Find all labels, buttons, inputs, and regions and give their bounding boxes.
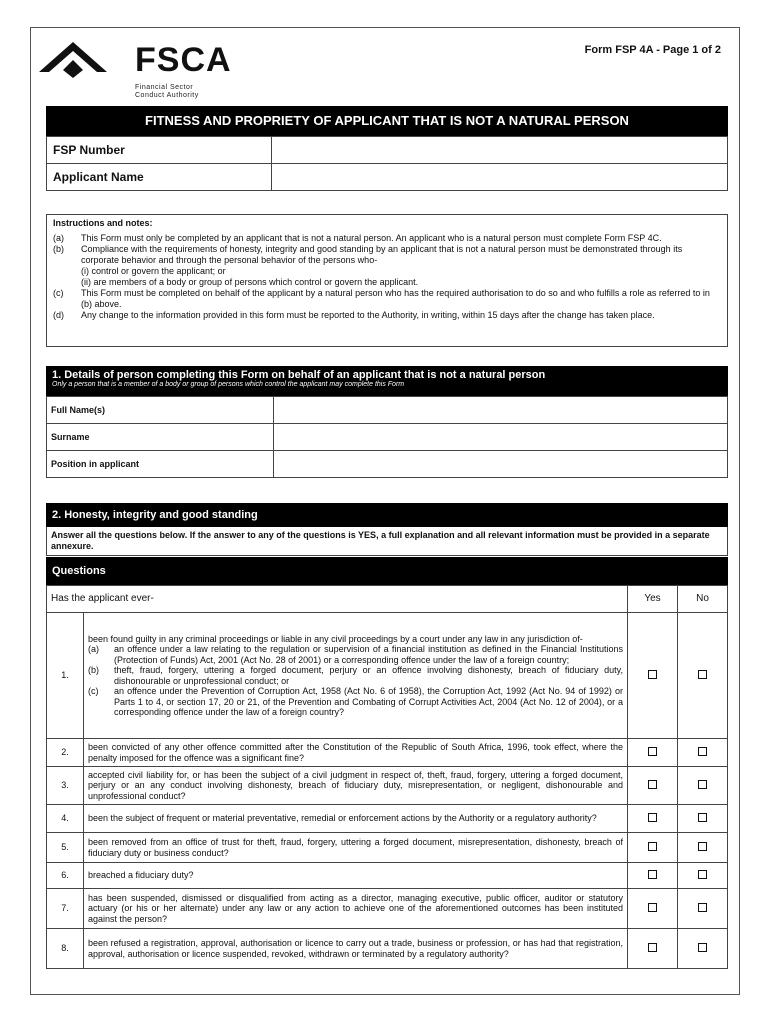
- q2-yes-checkbox[interactable]: [648, 747, 657, 756]
- q6-no-checkbox[interactable]: [698, 870, 707, 879]
- applicant-name-field[interactable]: [272, 164, 728, 191]
- question-6-text: breached a fiduciary duty?: [84, 863, 628, 889]
- section-1-title: 1. Details of person completing this Form on behalf of an applicant that is not a natural person: [52, 369, 546, 381]
- question-number: 3.: [47, 767, 84, 805]
- note-a: (a) This Form must only be completed by an applicant that is not a natural person. An applicant who is a natural person must complete Form FSP 4C.: [53, 233, 662, 243]
- question-8-text: been refused a registration, approval, authorisation or licence to carry out a trade, business or profession, or has had that registration, approval, authorisation or licence suspended, revoked, withdrawn or terminated by a regulatory authority?: [84, 929, 628, 969]
- table-row: [47, 889, 728, 929]
- fsp-number-field[interactable]: [272, 137, 728, 164]
- table-row: [47, 739, 728, 767]
- q5-yes-checkbox[interactable]: [648, 842, 657, 851]
- question-number: 7.: [47, 889, 84, 929]
- instructions-heading: Instructions and notes:: [53, 218, 153, 228]
- q1-yes-checkbox[interactable]: [648, 670, 657, 679]
- identity-table: [46, 136, 728, 191]
- question-number: 1.: [47, 613, 84, 739]
- question-1-text: been found guilty in any criminal proceedings or liable in any civil proceedings by a court under any law in any jurisdiction of- (a) an offence under a law relating to the regulation or supervision of a financial institution as defined in the Financial Institutions (Protection of Funds) Act, 2001 (Act No. 28 of 2001) or a corresponding offence under the law of a foreign country; (b) theft, fraud, forgery, uttering a forged document, perjury or an offence involving dishonesty, breach of fiduciary duty, dishonourable or unprofessional conduct; or (c) an offence under the Prevention of Corruption Act, 1958 (Act No. 6 of 1958), the Corruption Act, 1992 (Act No. 94 of 1992) or Parts 1 to 4, or section 17, 20 or 21, of the Prevention and Combating of Corrupt Activities Act, 2004 (Act No. 12 of 2004), or a corresponding offence under the law of a foreign country?: [84, 613, 628, 739]
- questions-lead: Has the applicant ever-: [47, 586, 628, 613]
- fsp-number-label: FSP Number: [47, 137, 272, 164]
- question-3-text: accepted civil liability for, or has been the subject of a civil judgment in respect of, theft, fraud, forgery, uttering a forged document, perjury or an any conduct involving dishonesty, breach of fiduciary duty, misrepresentation, or negligent, dishonourable and unprofessional conduct?: [84, 767, 628, 805]
- q7-no-checkbox[interactable]: [698, 903, 707, 912]
- note-d: (d) Any change to the information provided in this form must be reported to the Authority, in writing, within 15 days after the change has taken place.: [53, 310, 655, 320]
- applicant-name-label: Applicant Name: [47, 164, 272, 191]
- section-1-header: [46, 366, 728, 396]
- q2-no-checkbox[interactable]: [698, 747, 707, 756]
- note-b-i: (i) control or govern the applicant; or: [81, 266, 226, 276]
- form-page: [30, 27, 740, 995]
- question-number: 6.: [47, 863, 84, 889]
- q3-no-checkbox[interactable]: [698, 780, 707, 789]
- surname-field[interactable]: [274, 424, 728, 451]
- table-row: [47, 863, 728, 889]
- no-header: No: [678, 586, 728, 613]
- table-row: [47, 767, 728, 805]
- section-1-table: [46, 396, 728, 478]
- surname-label: Surname: [47, 424, 274, 451]
- section-1-subtitle: Only a person that is a member of a body or group of persons which control the applicant may complete this Form: [52, 381, 405, 388]
- note-b-ii: (ii) are members of a body or group of persons which control or govern the applicant.: [81, 277, 419, 287]
- logo-subtitle: Financial Sector Conduct Authority: [135, 84, 199, 99]
- table-row: [47, 805, 728, 833]
- question-4-text: been the subject of frequent or material preventative, remedial or enforcement actions by the Authority or a regulatory authority?: [84, 805, 628, 833]
- section-2-instruction: Answer all the questions below. If the answer to any of the questions is YES, a full explanation and all relevant information must be provided in a separate annexure.: [46, 527, 728, 556]
- table-row: [47, 929, 728, 969]
- table-row: [47, 613, 728, 739]
- yes-header: Yes: [628, 586, 678, 613]
- full-names-label: Full Name(s): [47, 397, 274, 424]
- question-number: 2.: [47, 739, 84, 767]
- question-5-text: been removed from an office of trust for theft, fraud, forgery, uttering a forged document, misrepresentation, dishonesty, breach of fiduciary duty or business conduct?: [84, 833, 628, 863]
- full-names-field[interactable]: [274, 397, 728, 424]
- question-number: 8.: [47, 929, 84, 969]
- table-row: [47, 833, 728, 863]
- question-7-text: has been suspended, dismissed or disqualified from acting as a director, managing executive, public officer, auditor or statutory actuary (or his or her alternate) under any law or any action to achieve one of the aforementioned outcomes has been instituted against the person?: [84, 889, 628, 929]
- q3-yes-checkbox[interactable]: [648, 780, 657, 789]
- position-label: Position in applicant: [47, 451, 274, 478]
- note-c: (c) This Form must be completed on behalf of the applicant by a natural person who has the required authorisation to do so and who fulfills a role as referred to in (b) above.: [53, 288, 710, 309]
- question-number: 4.: [47, 805, 84, 833]
- position-field[interactable]: [274, 451, 728, 478]
- questions-header: Questions: [46, 557, 728, 585]
- q8-yes-checkbox[interactable]: [648, 943, 657, 952]
- instructions-box: [46, 214, 728, 347]
- page-info: Form FSP 4A - Page 1 of 2: [584, 44, 721, 56]
- note-b: (b) Compliance with the requirements of honesty, integrity and good standing by an applicant that is not a natural person must be demonstrated through its corporate behavior and through the personal behavior of the persons who-: [53, 244, 683, 265]
- questions-table: [46, 585, 728, 969]
- section-2-header: 2. Honesty, integrity and good standing: [46, 503, 728, 527]
- q5-no-checkbox[interactable]: [698, 842, 707, 851]
- q1-no-checkbox[interactable]: [698, 670, 707, 679]
- question-2-text: been convicted of any other offence committed after the Constitution of the Republic of South Africa, 1996, took effect, where the penalty imposed for the offence was a significant fine?: [84, 739, 628, 767]
- q4-yes-checkbox[interactable]: [648, 813, 657, 822]
- q7-yes-checkbox[interactable]: [648, 903, 657, 912]
- form-title: FITNESS AND PROPRIETY OF APPLICANT THAT IS NOT A NATURAL PERSON: [46, 106, 728, 136]
- question-number: 5.: [47, 833, 84, 863]
- q4-no-checkbox[interactable]: [698, 813, 707, 822]
- logo-text: FSCA: [135, 41, 232, 79]
- q8-no-checkbox[interactable]: [698, 943, 707, 952]
- fsca-logo-icon: [37, 38, 132, 78]
- q6-yes-checkbox[interactable]: [648, 870, 657, 879]
